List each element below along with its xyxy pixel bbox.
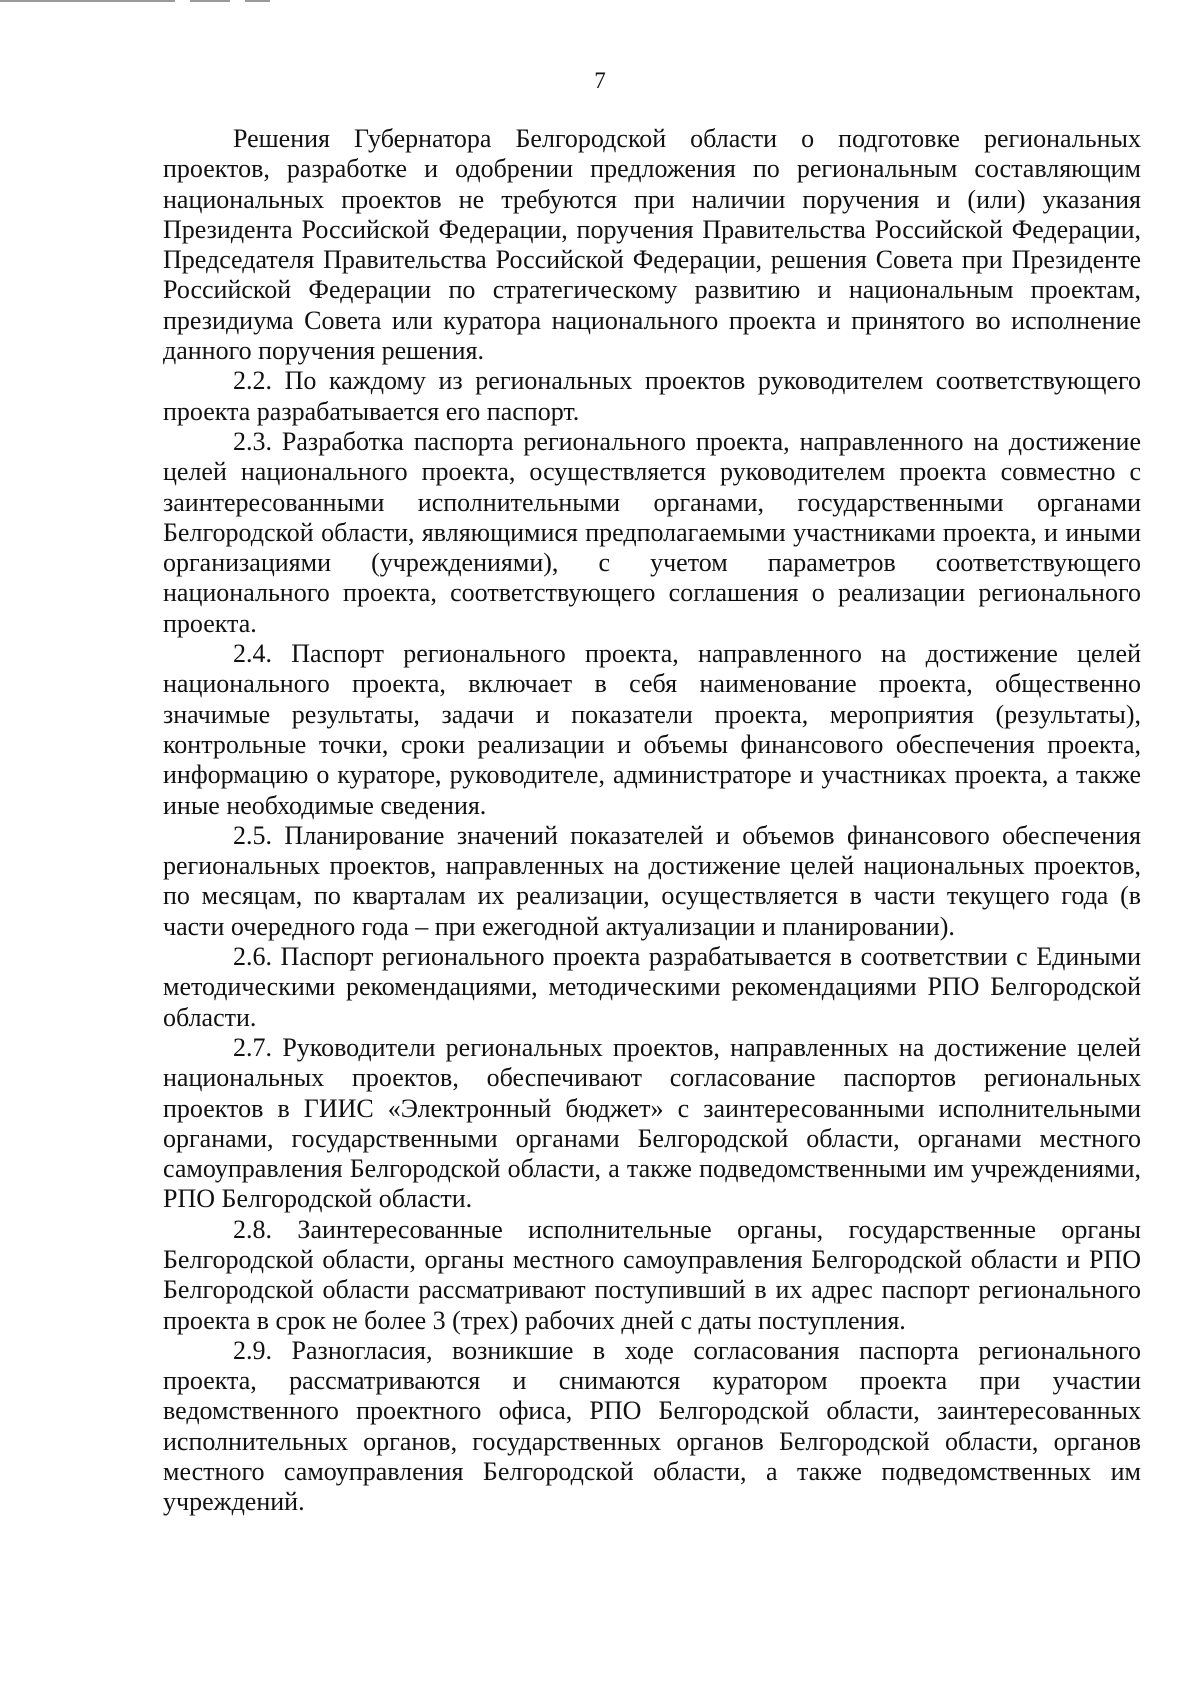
document-body: [163, 124, 1141, 1518]
scan-edge-artifact: [0, 0, 1200, 3]
paragraph-2-5: 2.5. Планирование значений показателей и объемов финансового обеспечения региональных проектов, направленных на достижение целей национальных проектов, по месяцам, по кварталам их реализации, осуществляется в части текущего года (в части очередного года – при ежегодной актуализации и планировании).: [163, 820, 1141, 941]
paragraph-2-9: 2.9. Разногласия, возникшие в ходе согласования паспорта регионального проекта, рассматриваются и снимаются куратором проекта при участии ведомственного проектного офиса, РПО Белгородской области, заинтересованных исполнительных органов, государственных органов Белгородской области, органов местного самоуправления Белгородской области, а также подведомственных им учреждений.: [163, 1335, 1141, 1517]
paragraph-2-8: 2.8. Заинтересованные исполнительные органы, государственные органы Белгородской области, органы местного самоуправления Белгородской области и РПО Белгородской области рассматривают поступивший в их адрес паспорт регионального проекта в срок не более 3 (трех) рабочих дней с даты поступления.: [163, 1214, 1141, 1335]
paragraph-2-3: 2.3. Разработка паспорта регионального проекта, направленного на достижение целей национального проекта, осуществляется руководителем проекта совместно с заинтересованными исполнительными органами, государственными органами Белгородской области, являющимися предполагаемыми участниками проекта, и иными организациями (учреждениями), с учетом параметров соответствующего национального проекта, соответствующего соглашения о реализации регионального проекта.: [163, 426, 1141, 638]
paragraph-2-7: 2.7. Руководители региональных проектов, направленных на достижение целей национальных проектов, обеспечивают согласование паспортов региональных проектов в ГИИС «Электронный бюджет» с заинтересованными исполнительными органами, государственными органами Белгородской области, органами местного самоуправления Белгородской области, а также подведомственными им учреждениями, РПО Белгородской области.: [163, 1032, 1141, 1214]
paragraph-governor-decisions: Решения Губернатора Белгородской области о подготовке региональных проектов, разработке и одобрении предложения по региональным составляющим национальных проектов не требуются при наличии поручения и (или) указания Президента Российской Федерации, поручения Правительства Российской Федерации, Председателя Правительства Российской Федерации, решения Совета при Президенте Российской Федерации по стратегическому развитию и национальным проектам, президиума Совета или куратора национального проекта и принятого во исполнение данного поручения решения.: [163, 124, 1141, 366]
page-number: 7: [594, 68, 606, 93]
paragraph-2-2: 2.2. По каждому из региональных проектов руководителем соответствующего проекта разрабатывается его паспорт.: [163, 366, 1141, 426]
paragraph-2-6: 2.6. Паспорт регионального проекта разрабатывается в соответствии с Едиными методическими рекомендациями, методическими рекомендациями РПО Белгородской области.: [163, 942, 1141, 1032]
paragraph-2-4: 2.4. Паспорт регионального проекта, направленного на достижение целей национального проекта, включает в себя наименование проекта, общественно значимые результаты, задачи и показатели проекта, мероприятия (результаты), контрольные точки, сроки реализации и объемы финансового обеспечения проекта, информацию о кураторе, руководителе, администраторе и участниках проекта, а также иные необходимые сведения.: [163, 639, 1141, 820]
